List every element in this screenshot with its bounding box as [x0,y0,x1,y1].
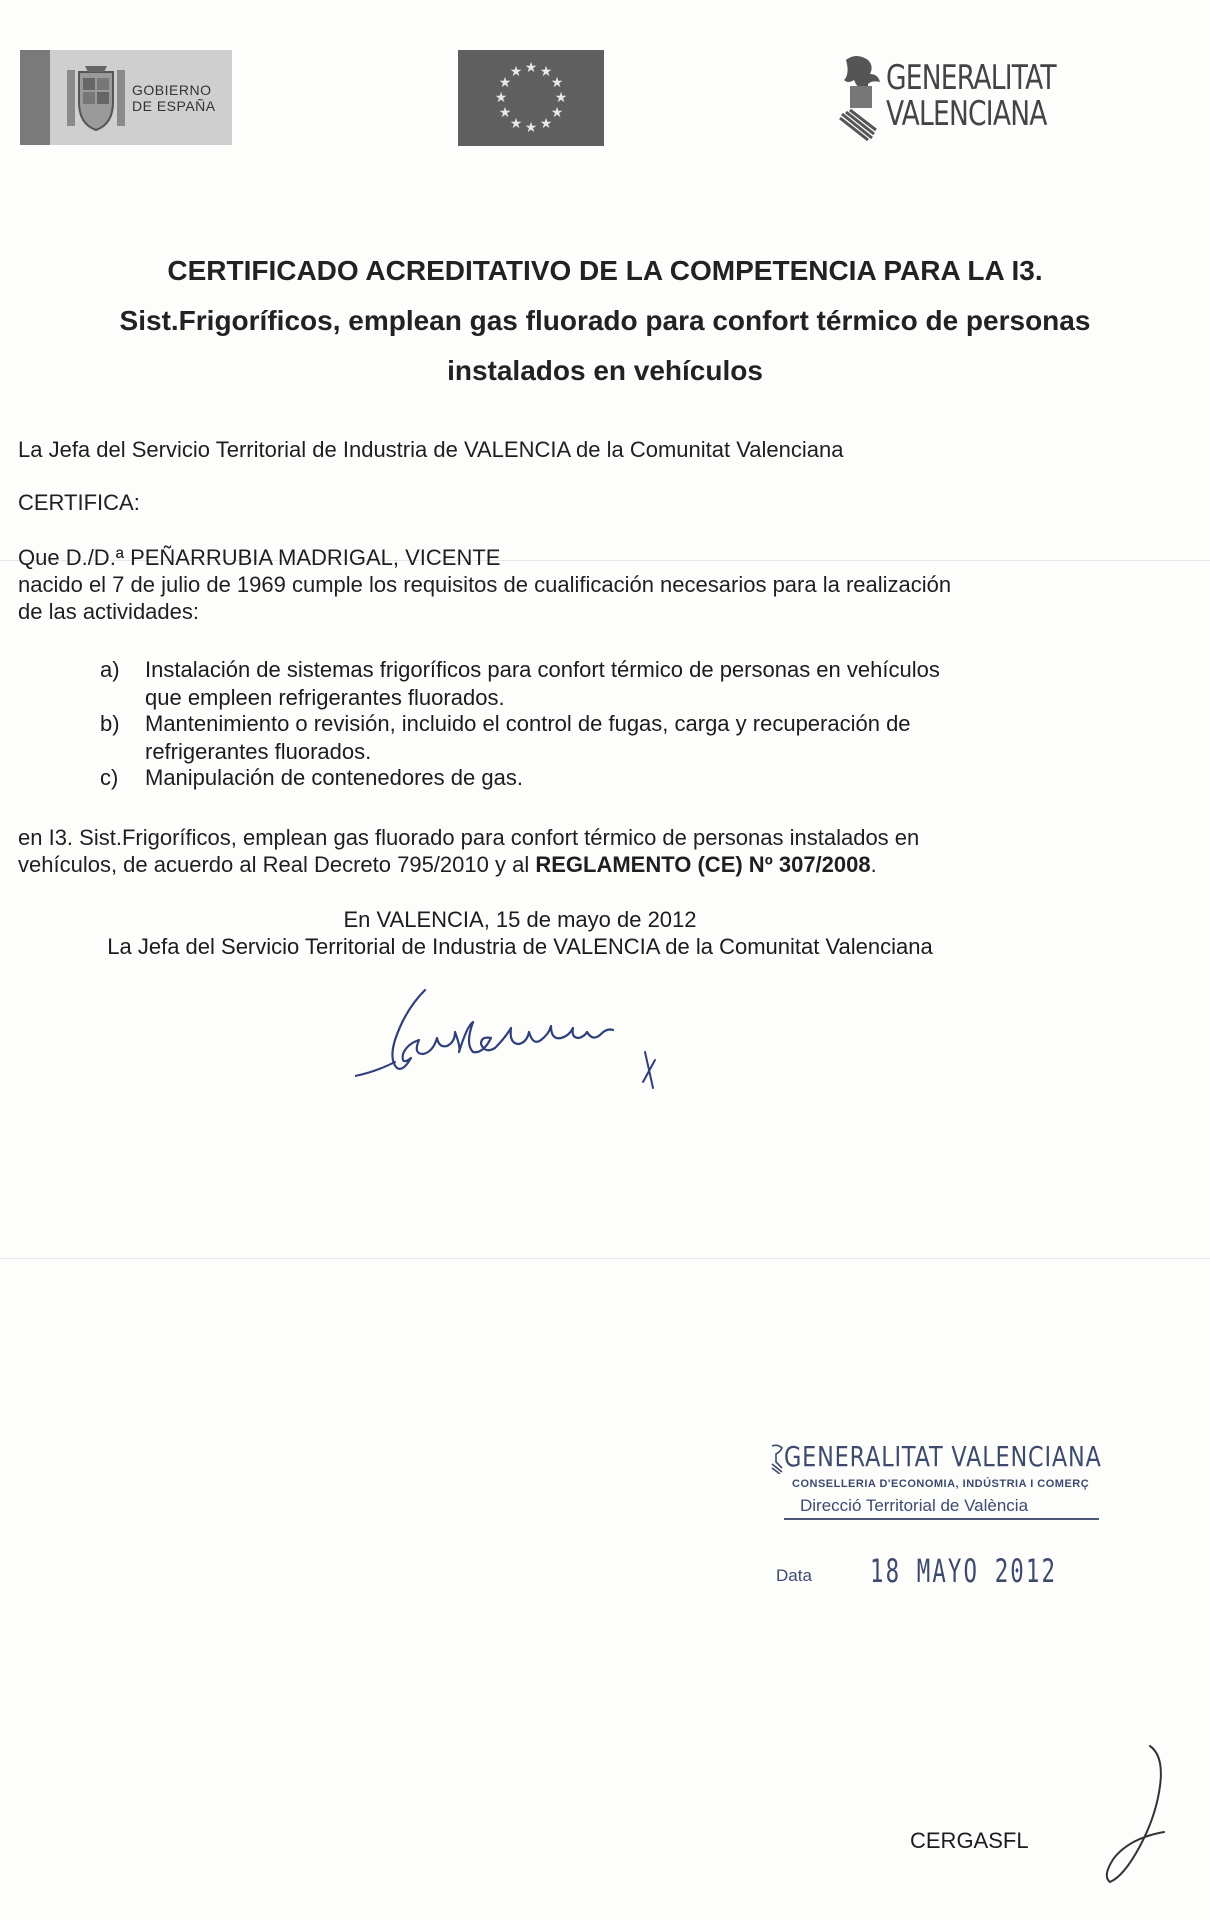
gva-line1: GENERALITAT [886,58,1056,98]
scope-line-2-post: . [870,852,877,877]
activity-letter: c) [100,765,119,790]
svg-text:★: ★ [550,105,564,121]
place-date: En VALENCIA, 15 de mayo de 2012 [343,907,697,932]
scope-line-1: en I3. Sist.Frigoríficos, emplean gas fluorado para confort térmico de personas instalados en [18,825,920,850]
intro-text: La Jefa del Servicio Territorial de Industria de VALENCIA de la Comunitat Valenciana [18,437,844,462]
title-line-2: Sist.Frigoríficos, emplean gas fluorado para confort térmico de personas [119,305,1091,336]
gobierno-line1: GOBIERNO [132,82,212,98]
gobierno-line2: DE ESPAÑA [132,98,216,114]
svg-text:★: ★ [539,116,553,132]
title-line-3: instalados en vehículos [447,355,763,386]
regulation-reference: REGLAMENTO (CE) Nº 307/2008 [535,852,871,877]
eu-stars-icon [458,50,604,146]
gva-line2: VALENCIANA [886,94,1047,134]
activity-letter: a) [100,657,120,682]
gva-text [886,60,1056,132]
stamp-data-label: Data [776,1566,812,1585]
margin-initial-mark [1100,1740,1180,1900]
certifica-heading: CERTIFICA: [18,490,140,515]
scope-line-2-pre: vehículos, de acuerdo al Real Decreto 795/2010 y al [18,852,536,877]
svg-text:★: ★ [498,75,512,91]
stamp-emblem-icon [770,1444,784,1474]
svg-text:★: ★ [554,90,568,106]
eu-flag-logo [458,50,604,146]
bat-emblem-icon [836,52,884,142]
person-line-1: Que D./D.ª PEÑARRUBIA MADRIGAL, VICENTE [18,545,501,570]
activity-line-1: Manipulación de contenedores de gas. [145,765,523,790]
generalitat-valenciana-logo [836,50,1056,145]
title-line-1: CERTIFICADO ACREDITATIVO DE LA COMPETENCIA PARA LA I3. [167,255,1043,286]
person-line-2: nacido el 7 de julio de 1969 cumple los requisitos de cualificación necesarios para la realización [18,572,952,597]
svg-text:★: ★ [550,75,564,91]
signature-mark [355,980,675,1090]
registration-stamp [770,1440,1102,1590]
scope-line-2 [18,851,877,879]
activity-line-2: refrigerantes fluorados. [145,739,372,764]
logo-strip [20,50,50,145]
stamp-rule [784,1518,1099,1520]
gobierno-text [132,82,216,114]
activity-line-2: que empleen refrigerantes fluorados. [145,685,505,710]
svg-text:★: ★ [509,116,523,132]
gobierno-espana-logo [20,50,232,145]
coat-of-arms-icon [65,62,127,134]
person-line-3: de las actividades: [18,599,199,624]
activity-letter: b) [100,711,120,736]
scan-line [0,1258,1210,1259]
stamp-org: GENERALITAT VALENCIANA [784,1440,1102,1473]
svg-text:★: ★ [539,64,553,80]
svg-text:★: ★ [524,60,538,76]
svg-text:★: ★ [494,90,508,106]
svg-text:★: ★ [509,64,523,80]
stamp-conselleria: CONSELLERIA D'ECONOMIA, INDÚSTRIA I COMERÇ [792,1478,1090,1490]
stamp-direccio: Direcció Territorial de València [800,1496,1029,1515]
svg-text:★: ★ [524,120,538,136]
document-code: CERGASFL [910,1828,1029,1853]
signer-title: La Jefa del Servicio Territorial de Industria de VALENCIA de la Comunitat Valenciana [107,934,933,959]
activity-line-1: Mantenimiento o revisión, incluido el control de fugas, carga y recuperación de [145,711,911,736]
stamp-date: 18 MAYO 2012 [870,1552,1058,1590]
svg-text:★: ★ [498,105,512,121]
activity-line-1: Instalación de sistemas frigoríficos para confort térmico de personas en vehículos [145,657,940,682]
